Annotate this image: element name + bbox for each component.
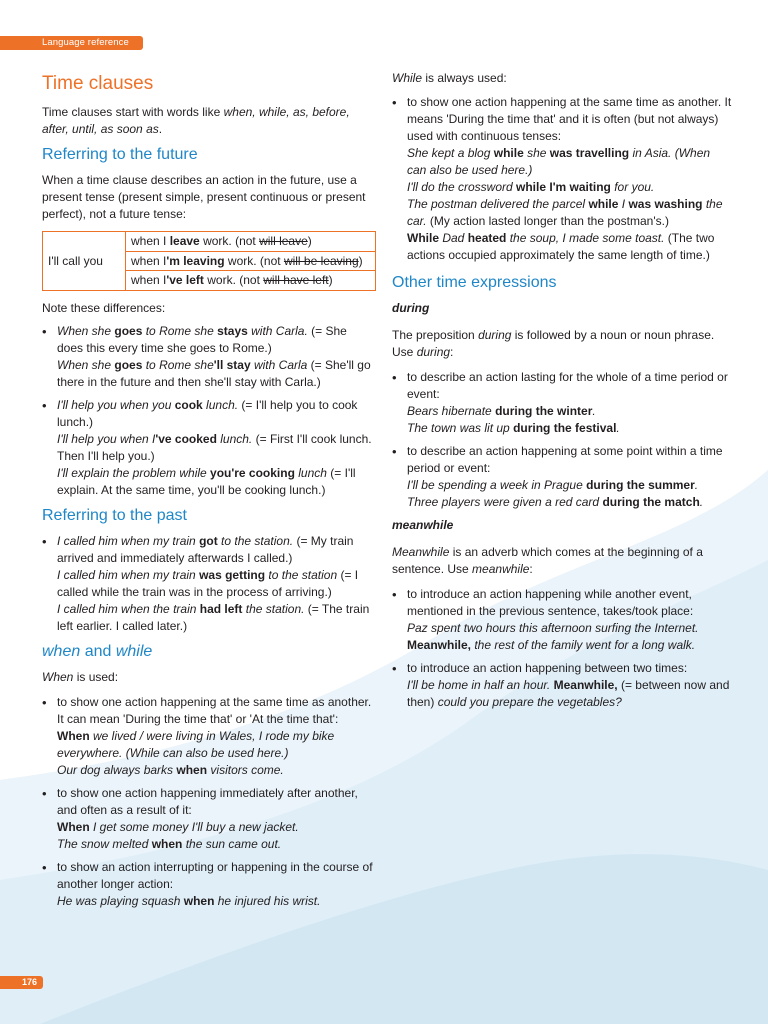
item-text <box>407 369 732 403</box>
item-text <box>57 397 376 431</box>
text-run: . <box>694 478 699 492</box>
text-run: stays <box>217 323 248 338</box>
example-line <box>407 145 732 179</box>
text-run: When she <box>57 323 115 338</box>
text-run: goes <box>114 323 143 338</box>
list-item <box>392 443 732 511</box>
page-number: 176 <box>22 977 38 987</box>
text-run: when <box>151 836 183 851</box>
text-run: I get some money I'll buy a new jacket. <box>89 819 299 834</box>
example-line <box>407 494 732 511</box>
text-run: The town was lit up <box>407 421 514 435</box>
list-item <box>42 323 376 391</box>
text-run: was travelling <box>549 146 630 160</box>
text-run: . <box>592 404 596 418</box>
text-run: during the summer <box>586 478 695 492</box>
past-list <box>42 533 376 635</box>
text-run: ) <box>358 253 363 268</box>
meanwhile-intro <box>392 544 732 578</box>
text-run: 've left <box>166 273 204 287</box>
text-run: will have left <box>263 273 329 287</box>
text-run: I <box>618 197 629 211</box>
text-run: Time clauses start with words like <box>42 105 224 119</box>
text-run: to show one action happening at the same time as another. It can mean 'During the time that' or 'At the time that': <box>57 694 372 726</box>
table-row <box>126 271 376 291</box>
text-run: I'll explain the problem while <box>57 465 211 480</box>
text-run: with Carla <box>250 357 308 372</box>
example-line <box>407 677 732 711</box>
text-run: The preposition <box>392 328 479 342</box>
during-intro <box>392 327 732 361</box>
text-run: (= I'll explain. At the same time, you'll be cooking lunch.) <box>57 465 356 497</box>
while-used-text <box>392 70 732 87</box>
text-run: to show one action happening at the same time as another. It means 'During the time that' and it is often (but not always) used with continuous tenses: <box>407 95 732 143</box>
example-line <box>407 477 732 494</box>
section-label: Language reference <box>42 37 129 48</box>
text-run: I'll be spending a week in Prague <box>407 478 587 492</box>
text-run: I'll help you when I <box>57 431 156 446</box>
text-run: lunch. <box>202 397 239 412</box>
text-run: 've cooked <box>155 431 217 446</box>
text-run: work. (not <box>224 253 284 268</box>
example-line <box>57 819 376 836</box>
text-run: while <box>588 197 619 211</box>
text-run: is always used: <box>422 71 507 85</box>
text-run: When <box>57 728 90 743</box>
text-run: to introduce an action happening between two times: <box>407 661 688 675</box>
text-run: meanwhile <box>472 562 530 576</box>
text-run: lunch <box>294 465 327 480</box>
item-text <box>407 443 732 477</box>
text-run: lunch. <box>216 431 253 446</box>
text-run: got <box>199 533 218 548</box>
item-text <box>57 694 376 728</box>
text-run: Our dog always barks <box>57 762 177 777</box>
text-run: during the festival <box>513 421 617 435</box>
left-column <box>42 70 376 916</box>
section-tab <box>0 36 143 50</box>
text-run: I called him when the train <box>57 601 200 616</box>
text-run: during the winter <box>495 404 593 418</box>
text-run: Meanwhile, <box>553 678 618 692</box>
list-item <box>42 397 376 499</box>
differences-note: Note these differences: <box>42 300 166 315</box>
text-run: goes <box>114 357 143 372</box>
when-used-text <box>42 669 376 686</box>
during-list <box>392 369 732 511</box>
text-run: When <box>57 819 90 834</box>
text-run: is an adverb which comes at the beginning of a sentence. Use <box>392 545 703 576</box>
list-item <box>392 369 732 437</box>
text-run: to show one action happening immediately after another, and often as a result of it: <box>57 785 358 817</box>
text-run: will be leaving <box>283 253 359 268</box>
right-column <box>392 70 732 717</box>
heading-other: Other time expressions <box>392 274 557 291</box>
while-list <box>392 94 732 264</box>
text-run: will leave <box>259 234 308 248</box>
example-line <box>57 728 376 762</box>
heading-during: during <box>392 301 430 315</box>
text-run: . <box>616 421 620 435</box>
text-run: (My action lasted longer than the postman's.) <box>426 214 669 228</box>
text-run: Meanwhile <box>392 545 450 559</box>
text-run: during <box>478 328 512 342</box>
example-line <box>407 620 732 637</box>
text-run: while I'm waiting <box>516 180 611 194</box>
list-item <box>392 660 732 711</box>
heading-while: while <box>115 642 153 660</box>
text-run: was getting <box>199 567 266 582</box>
table-row <box>126 251 376 271</box>
item-text <box>57 859 376 893</box>
text-run: She kept a blog <box>407 146 494 160</box>
example-line <box>407 179 732 196</box>
text-run: (= My train arrived and immediately afterwards I called.) <box>57 533 354 565</box>
text-run: While <box>392 71 423 85</box>
text-run: While <box>407 231 439 245</box>
table-main-clause: I'll call you <box>43 232 126 291</box>
text-run: I'll help you when you <box>57 397 175 412</box>
text-run: Bears hibernate <box>407 404 496 418</box>
text-run: for you. <box>610 180 655 194</box>
text-run: (= I'll help you to cook lunch.) <box>57 397 358 429</box>
example-line <box>57 893 376 910</box>
example-line <box>407 230 732 264</box>
example-line <box>57 567 376 601</box>
text-run: (The two actions occupied approximately the same length of time.) <box>407 231 715 262</box>
text-run: I'll do the crossword <box>407 180 517 194</box>
text-run: The snow melted <box>57 836 152 851</box>
heading-when-while <box>42 641 376 662</box>
text-run: during <box>416 345 451 359</box>
item-text <box>57 323 376 357</box>
example-line <box>57 836 376 853</box>
text-run: when I <box>131 253 167 268</box>
page-number-tab <box>0 976 43 989</box>
text-run: He was playing squash <box>57 893 184 908</box>
text-run: to show an action interrupting or happening in the course of another longer action: <box>57 859 373 891</box>
text-run: I called him when my train <box>57 533 200 548</box>
text-run: When she <box>57 357 115 372</box>
text-run: she <box>523 146 550 160</box>
text-run: while <box>493 146 524 160</box>
text-run: when <box>183 893 215 908</box>
text-run: (= First I'll cook lunch. Then I'll help you.) <box>57 431 372 463</box>
list-item <box>392 586 732 654</box>
text-run: I called him when my train <box>57 567 200 582</box>
heading-past: Referring to the past <box>42 506 187 524</box>
text-run: you're cooking <box>210 465 295 480</box>
example-line <box>57 431 376 465</box>
text-run: to Rome she <box>142 323 218 338</box>
when-list <box>42 694 376 910</box>
text-run: was washing <box>628 197 703 211</box>
text-run: the rest of the family went for a long walk. <box>471 638 696 652</box>
text-run: (= between now and then) <box>407 678 730 709</box>
text-run: when I <box>131 234 170 248</box>
list-item <box>42 533 376 635</box>
text-run: to introduce an action happening while another event, mentioned in the previous sentence, takes/took place: <box>407 587 694 618</box>
text-run: during the match <box>602 495 700 509</box>
heading-meanwhile: meanwhile <box>392 518 454 532</box>
text-run: to Rome she <box>142 357 214 372</box>
text-run: ) <box>307 234 312 248</box>
text-run: (= She does this every time she goes to Rome.) <box>57 323 347 355</box>
text-run: ) <box>328 273 333 287</box>
meanwhile-list <box>392 586 732 711</box>
text-run: The postman delivered the parcel <box>407 197 589 211</box>
example-line <box>57 762 376 779</box>
text-run: the car. <box>407 197 723 228</box>
text-run: in Asia. (When can also be used here.) <box>407 146 711 177</box>
text-run: cook <box>174 397 203 412</box>
example-line <box>407 196 732 230</box>
text-run: the soup, I made some toast. <box>506 231 665 245</box>
intro-text <box>42 104 376 138</box>
text-run: (= She'll go there in the future and then she'll stay with Carla.) <box>57 357 371 389</box>
text-run: . <box>158 122 163 136</box>
text-run: visitors come. <box>207 762 284 777</box>
text-run: work. (not <box>203 273 264 287</box>
table-row <box>126 232 376 252</box>
text-run: to the station <box>265 567 338 582</box>
text-run: Three players were given a red card <box>407 495 603 509</box>
text-run: . <box>699 495 704 509</box>
text-run: (= The train left earlier. I called later.) <box>57 601 370 633</box>
page-title: Time clauses <box>42 73 154 94</box>
text-run: (= I called while the train was in the process of arriving.) <box>57 567 359 599</box>
text-run: is used: <box>73 669 119 684</box>
item-text <box>57 533 376 567</box>
text-run: Meanwhile, <box>407 638 472 652</box>
text-run: the station. <box>242 601 305 616</box>
item-text <box>57 785 376 819</box>
item-text <box>407 586 732 620</box>
future-body: When a time clause describes an action in the future, use a present tense (present simple, present continuous or present perfect), not a future tense: <box>42 173 366 221</box>
text-run: to describe an action lasting for the whole of a time period or event: <box>407 370 728 401</box>
heading-future: Referring to the future <box>42 146 198 163</box>
text-run: he injured his wrist. <box>214 893 321 908</box>
text-run: could you prepare the vegetables? <box>437 695 622 709</box>
example-line <box>407 420 732 437</box>
example-line <box>57 465 376 499</box>
text-run: leave <box>169 234 200 248</box>
text-run: with Carla. <box>247 323 308 338</box>
heading-when: when <box>42 642 81 660</box>
example-line <box>407 637 732 654</box>
text-run: when, while, as, before, after, until, as soon as <box>42 105 350 136</box>
text-run: had left <box>199 601 243 616</box>
text-run: Paz spent two hours this afternoon surfing the Internet. <box>407 621 699 635</box>
text-run: 'll stay <box>213 357 251 372</box>
text-run: Dad <box>439 231 468 245</box>
item-text <box>407 660 732 677</box>
text-run: is followed by a noun or noun phrase. Use <box>392 328 715 359</box>
text-run: heated <box>467 231 507 245</box>
text-run: when I <box>131 273 167 287</box>
text-run: we lived / were living in Wales, I rode my bike everywhere. (While can also be used here.) <box>57 728 335 760</box>
list-item <box>42 785 376 853</box>
item-text <box>407 94 732 145</box>
text-run: 'm leaving <box>166 253 225 268</box>
text-run: I'll be home in half an hour. <box>407 678 554 692</box>
example-line <box>57 601 376 635</box>
list-item <box>42 694 376 779</box>
list-item <box>42 859 376 910</box>
text-run: : <box>529 562 533 576</box>
text-run: : <box>450 345 454 359</box>
text-run: When <box>42 669 74 684</box>
text-run: to the station. <box>217 533 294 548</box>
example-line <box>407 403 732 420</box>
future-list <box>42 323 376 499</box>
example-line <box>57 357 376 391</box>
list-item <box>392 94 732 264</box>
text-run: to describe an action happening at some point within a time period or event: <box>407 444 723 475</box>
text-run: work. (not <box>199 234 260 248</box>
heading-and: and <box>80 642 116 660</box>
text-run: when <box>176 762 208 777</box>
future-tense-table <box>42 231 376 291</box>
text-run: the sun came out. <box>182 836 282 851</box>
